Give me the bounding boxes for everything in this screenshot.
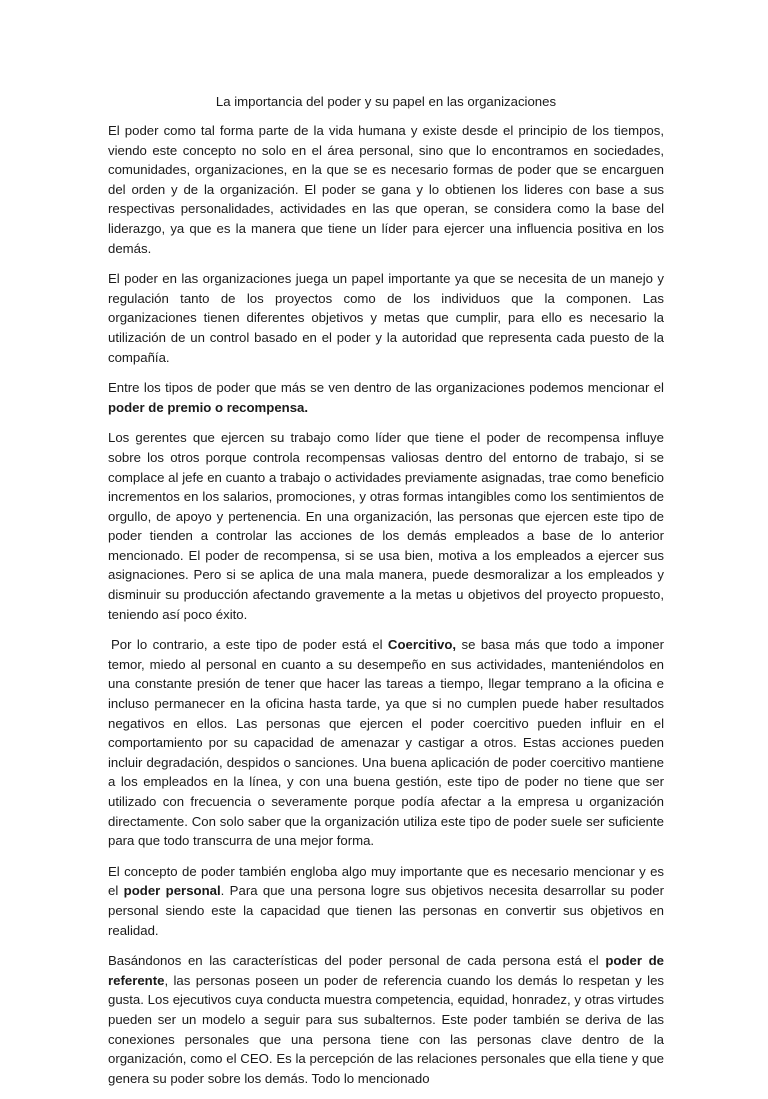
paragraph-3 (108, 378, 664, 417)
paragraph-2: El poder en las organizaciones juega un papel importante ya que se necesita de un manejo y regulación tanto de los proyectos como de los individuos que la componen. Las organizaciones tienen diferentes objetivos y metas que cumplir, para ello es necesario la utilización de un control basado en el poder y la autoridad que representa cada puesto de la compañía. (108, 271, 664, 365)
document-title: La importancia del poder y su papel en las organizaciones (215, 94, 557, 109)
paragraph-5 (108, 635, 664, 851)
paragraph-5-bold-term: Coercitivo, (387, 637, 457, 653)
paragraph-4: Los gerentes que ejercen su trabajo como líder que tiene el poder de recompensa influye sobre los otros porque controla recompensas valiosas dentro del entorno de trabajo, si se complace al jefe en cuanto a trabajo o actividades previamente asignadas, trae como beneficio incrementos en los salarios, promociones, y otras formas intangibles como los sentimientos de orgullo, de apoyo y pertenencia. En una organización, las personas que ejercen este tipo de poder tienden a controlar las acciones de los demás empleados a base de lo anterior mencionado. El poder de recompensa, si se usa bien, motiva a los empleados a ejercer sus asignaciones. Pero si se aplica de una mala manera, puede desmoralizar a los empleados y disminuir su producción afectando gravemente a la metas u objetivos del proyecto propuesto, teniendo así poco éxito. (108, 430, 664, 622)
paragraph-3-bold-term: poder de premio o recompensa. (108, 399, 309, 415)
paragraph-6-bold-term: poder personal (123, 883, 221, 899)
paragraph-3-text: Entre los tipos de poder que más se ven dentro de las organizaciones podemos mencionar el (108, 380, 664, 396)
paragraph-1: El poder como tal forma parte de la vida humana y existe desde el principio de los tiempos, viendo este concepto no solo en el área personal, sino que lo encontramos en sociedades, comunidades, organizaciones, en la que se es necesario formas de poder que se encarguen del orden y de la organización. El poder se gana y lo obtienen los lideres con base a sus respectivas personalidades, actividades en las que operan, se considera como la base del liderazgo, ya que es la manera que tiene un líder para ejercer una influencia positiva en los demás. (108, 123, 664, 256)
paragraph-7-text-a: Basándonos en las características del poder personal de cada persona está el (108, 953, 606, 969)
paragraph-6 (108, 862, 664, 940)
paragraph-5-text-b: se basa más que todo a imponer temor, miedo al personal en cuanto a su desempeño en sus actividades, manteniéndolos en una constante presión de tener que hacer las tareas a tiempo, llegar temprano a la oficina e incluso permanecer en la oficina hasta tarde, ya que si no cumplen puede haber resultados negativos en ellos. Las personas que ejercen el poder coercitivo pueden influir en el comportamiento por su capacidad de amenazar y castigar a otros. Estas acciones pueden incluir degradación, despidos o sanciones. Una buena aplicación de poder coercitivo mantiene a los empleados en la línea, y con una buena gestión, este tipo de poder no tiene que ser utilizado con frecuencia o severamente porque podía afectar a la empresa u organización directamente. Con solo saber que la organización utiliza este tipo de poder suele ser suficiente para que todo transcurra de una mejor forma. (108, 637, 664, 849)
paragraph-6-text-a: El concepto de poder también engloba algo muy importante que es necesario mencionar y es el (108, 863, 664, 899)
paragraph-7-text-b: , las personas poseen un poder de referencia cuando los demás lo respetan y les gusta. Los ejecutivos cuya conducta muestra competencia, equidad, honradez, y otras virtudes pueden ser un modelo a seguir para sus subalternos. Este poder también se deriva de las conexiones personales que una persona tiene con las personas clave dentro de la organización, como el CEO. Es la percepción de las relaciones personales que ella tiene y que genera su poder sobre los demás. Todo lo mencionado (108, 972, 664, 1086)
paragraph-7-bold-term: poder de referente (108, 953, 665, 988)
paragraph-6-text-b: . Para que una persona logre sus objetivos necesita desarrollar su poder personal siendo este la capacidad que tienen las personas en convertir sus objetivos en realidad. (108, 883, 664, 938)
paragraph-7 (108, 951, 664, 1088)
document-page (108, 92, 664, 1099)
paragraph-5-text-a: Por lo contrario, a este tipo de poder está el (111, 637, 388, 653)
